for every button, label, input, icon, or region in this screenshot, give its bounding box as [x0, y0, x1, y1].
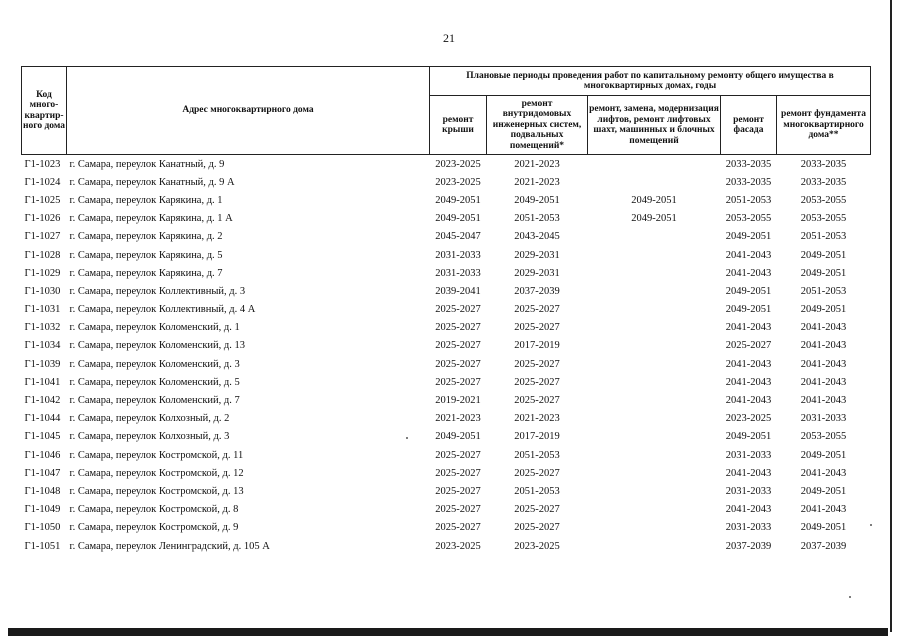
cell-code: Г1-1041: [24, 376, 61, 388]
cell-engineering: 2051-2053: [514, 449, 560, 461]
cell-foundation: 2051-2053: [800, 231, 847, 243]
table-row: [22, 410, 871, 428]
cell-lifts: [588, 391, 721, 409]
cell-facade: 2023-2025: [725, 413, 772, 425]
cell-roof: 2031-2033: [435, 267, 481, 279]
cell-address: г. Самара, переулок Коломенский, д. 1: [69, 322, 240, 334]
cell-facade: 2033-2035: [725, 176, 772, 188]
cell-address: г. Самара, переулок Коломенский, д. 13: [69, 340, 246, 352]
table-row: [22, 191, 871, 209]
cell-foundation: 2041-2043: [800, 395, 847, 407]
cell-code: Г1-1045: [24, 431, 61, 443]
cell-foundation: 2049-2051: [800, 267, 847, 279]
cell-address: г. Самара, переулок Карякина, д. 7: [69, 267, 223, 279]
cell-address: г. Самара, переулок Карякина, д. 5: [69, 249, 223, 261]
cell-engineering: 2021-2023: [514, 158, 560, 170]
cell-roof: 2025-2027: [435, 467, 481, 479]
cell-code: Г1-1027: [24, 231, 61, 243]
cell-foundation: 2041-2043: [800, 358, 847, 370]
cell-address: г. Самара, переулок Костромской, д. 13: [69, 485, 244, 497]
cell-lifts: [588, 482, 721, 500]
capital-repair-schedule-table: [21, 66, 871, 555]
scan-speck: [849, 596, 851, 598]
header-lift-repair: ремонт, замена, модернизация лифтов, ремонт лифтовых шахт, машинных и блочных помещений: [588, 96, 721, 155]
page-right-edge: [890, 0, 892, 632]
cell-lifts: [588, 228, 721, 246]
cell-engineering: 2043-2045: [514, 231, 560, 243]
cell-address: г. Самара, переулок Коломенский, д. 7: [69, 395, 240, 407]
cell-lifts: [588, 519, 721, 537]
cell-engineering: 2029-2031: [514, 267, 560, 279]
cell-roof: 2025-2027: [435, 485, 481, 497]
cell-engineering: 2025-2027: [514, 522, 560, 534]
cell-engineering: 2037-2039: [514, 285, 560, 297]
cell-facade: 2049-2051: [725, 285, 772, 297]
table-row: [22, 355, 871, 373]
table-row: [22, 428, 871, 446]
cell-address: г. Самара, переулок Коллективный, д. 3: [69, 285, 246, 297]
cell-facade: 2041-2043: [725, 376, 772, 388]
cell-foundation: 2033-2035: [800, 158, 847, 170]
cell-address: г. Самара, переулок Канатный, д. 9: [69, 158, 225, 170]
scan-bottom-edge: [8, 628, 888, 636]
table-row: [22, 173, 871, 191]
cell-code: Г1-1029: [24, 267, 61, 279]
cell-address: г. Самара, переулок Карякина, д. 1: [69, 194, 223, 206]
cell-lifts: [588, 337, 721, 355]
table-row: [22, 264, 871, 282]
cell-code: Г1-1039: [24, 358, 61, 370]
cell-lifts: [588, 246, 721, 264]
table-row: [22, 246, 871, 264]
cell-code: Г1-1030: [24, 285, 61, 297]
table-row: [22, 228, 871, 246]
cell-facade: 2031-2033: [725, 449, 772, 461]
cell-roof: 2025-2027: [435, 340, 481, 352]
cell-facade: 2031-2033: [725, 522, 772, 534]
cell-engineering: 2021-2023: [514, 176, 560, 188]
cell-foundation: 2031-2033: [800, 413, 847, 425]
cell-engineering: 2025-2027: [514, 376, 560, 388]
cell-lifts: [588, 537, 721, 555]
table-row: [22, 337, 871, 355]
cell-foundation: 2041-2043: [800, 504, 847, 516]
cell-address: г. Самара, переулок Карякина, д. 2: [69, 231, 223, 243]
cell-roof: 2023-2025: [435, 158, 481, 170]
cell-roof: 2023-2025: [435, 540, 481, 552]
cell-facade: 2051-2053: [725, 194, 772, 206]
cell-address: г. Самара, переулок Костромской, д. 12: [69, 467, 244, 479]
table-row: [22, 301, 871, 319]
cell-code: Г1-1046: [24, 449, 61, 461]
table-row: [22, 373, 871, 391]
cell-engineering: 2025-2027: [514, 358, 560, 370]
cell-facade: 2041-2043: [725, 504, 772, 516]
cell-lifts: [588, 373, 721, 391]
cell-roof: 2025-2027: [435, 504, 481, 516]
cell-address: г. Самара, переулок Костромской, д. 11: [69, 449, 244, 461]
cell-foundation: 2041-2043: [800, 467, 847, 479]
cell-roof: 2025-2027: [435, 304, 481, 316]
cell-foundation: 2037-2039: [800, 540, 847, 552]
cell-facade: 2049-2051: [725, 431, 772, 443]
table-row: [22, 501, 871, 519]
cell-roof: 2049-2051: [435, 213, 481, 225]
cell-engineering: 2025-2027: [514, 504, 560, 516]
cell-address: г. Самара, переулок Карякина, д. 1 А: [69, 213, 233, 225]
cell-roof: 2025-2027: [435, 358, 481, 370]
cell-lifts: [588, 501, 721, 519]
cell-foundation: 2049-2051: [800, 249, 847, 261]
table-row: [22, 537, 871, 555]
cell-lifts: [588, 464, 721, 482]
cell-address: г. Самара, переулок Колхозный, д. 2: [69, 413, 230, 425]
cell-lifts: [588, 173, 721, 191]
header-code: Код много-квартир-ного дома: [22, 67, 67, 155]
table-row: [22, 482, 871, 500]
cell-code: Г1-1044: [24, 413, 61, 425]
cell-roof: 2021-2023: [435, 413, 481, 425]
cell-roof: 2031-2033: [435, 249, 481, 261]
cell-roof: 2049-2051: [435, 194, 481, 206]
table-row: [22, 391, 871, 409]
cell-engineering: 2049-2051: [514, 194, 560, 206]
header-roof-repair: ремонт крыши: [430, 96, 487, 155]
cell-lifts: 2049-2051: [631, 213, 677, 225]
cell-address: г. Самара, переулок Коломенский, д. 5: [69, 376, 240, 388]
cell-engineering: 2025-2027: [514, 467, 560, 479]
cell-foundation: 2053-2055: [800, 213, 847, 225]
cell-facade: 2037-2039: [725, 540, 772, 552]
cell-facade: 2041-2043: [725, 395, 772, 407]
cell-code: Г1-1049: [24, 504, 61, 516]
header-foundation-repair: ремонт фундамента многоквартирного дома**: [777, 96, 871, 155]
cell-roof: 2025-2027: [435, 522, 481, 534]
cell-lifts: [588, 282, 721, 300]
table-row: [22, 210, 871, 228]
cell-roof: 2023-2025: [435, 176, 481, 188]
cell-foundation: 2049-2051: [800, 522, 847, 534]
header-engineering-repair: ремонт внутридомовых инженерных систем, подвальных помещений*: [487, 96, 588, 155]
cell-lifts: [588, 446, 721, 464]
cell-engineering: 2021-2023: [514, 413, 560, 425]
cell-code: Г1-1025: [24, 194, 61, 206]
cell-foundation: 2049-2051: [800, 304, 847, 316]
cell-lifts: [588, 264, 721, 282]
cell-engineering: 2023-2025: [514, 540, 560, 552]
cell-facade: 2041-2043: [725, 467, 772, 479]
cell-engineering: 2017-2019: [514, 340, 560, 352]
table-row: [22, 282, 871, 300]
header-address: Адрес многоквартирного дома: [67, 67, 430, 155]
table-row: [22, 446, 871, 464]
cell-code: Г1-1034: [24, 340, 61, 352]
cell-address: г. Самара, переулок Колхозный, д. 3: [69, 431, 230, 443]
cell-engineering: 2051-2053: [514, 485, 560, 497]
cell-facade: 2041-2043: [725, 358, 772, 370]
cell-address: г. Самара, переулок Ленинградский, д. 105 А: [69, 540, 270, 552]
cell-roof: 2045-2047: [435, 231, 481, 243]
cell-facade: 2049-2051: [725, 231, 772, 243]
cell-code: Г1-1051: [24, 540, 61, 552]
cell-foundation: 2041-2043: [800, 322, 847, 334]
cell-code: Г1-1042: [24, 395, 61, 407]
table-header: [22, 67, 871, 155]
cell-code: Г1-1048: [24, 485, 61, 497]
cell-address: г. Самара, переулок Канатный, д. 9 А: [69, 176, 235, 188]
cell-code: Г1-1032: [24, 322, 61, 334]
cell-code: Г1-1023: [24, 158, 61, 170]
cell-facade: 2025-2027: [725, 340, 772, 352]
cell-engineering: 2029-2031: [514, 249, 560, 261]
table-row: [22, 464, 871, 482]
cell-lifts: [588, 155, 721, 174]
header-work-periods: Плановые периоды проведения работ по капитальному ремонту общего имущества в многоквартирных домах, годы: [430, 67, 871, 96]
cell-code: Г1-1024: [24, 176, 61, 188]
cell-code: Г1-1050: [24, 522, 61, 534]
cell-facade: 2041-2043: [725, 249, 772, 261]
cell-facade: 2049-2051: [725, 304, 772, 316]
cell-facade: 2041-2043: [725, 322, 772, 334]
cell-address: г. Самара, переулок Коломенский, д. 3: [69, 358, 240, 370]
cell-roof: 2049-2051: [435, 431, 481, 443]
cell-code: Г1-1031: [24, 304, 61, 316]
cell-lifts: [588, 428, 721, 446]
page-number: 21: [443, 31, 455, 45]
table-body: [22, 155, 871, 556]
scan-speck: [406, 437, 408, 439]
cell-lifts: [588, 319, 721, 337]
cell-engineering: 2025-2027: [514, 304, 560, 316]
cell-foundation: 2053-2055: [800, 431, 847, 443]
cell-foundation: 2041-2043: [800, 376, 847, 388]
cell-code: Г1-1026: [24, 213, 61, 225]
cell-roof: 2039-2041: [435, 285, 481, 297]
cell-foundation: 2033-2035: [800, 176, 847, 188]
cell-facade: 2033-2035: [725, 158, 772, 170]
cell-engineering: 2051-2053: [514, 213, 560, 225]
cell-facade: 2053-2055: [725, 213, 772, 225]
cell-roof: 2019-2021: [435, 395, 481, 407]
cell-engineering: 2017-2019: [514, 431, 560, 443]
cell-foundation: 2041-2043: [800, 340, 847, 352]
cell-address: г. Самара, переулок Костромской, д. 8: [69, 504, 239, 516]
cell-address: г. Самара, переулок Коллективный, д. 4 А: [69, 304, 256, 316]
cell-engineering: 2025-2027: [514, 322, 560, 334]
cell-foundation: 2049-2051: [800, 485, 847, 497]
header-facade-repair: ремонт фасада: [721, 96, 777, 155]
cell-code: Г1-1047: [24, 467, 61, 479]
cell-roof: 2025-2027: [435, 322, 481, 334]
cell-foundation: 2049-2051: [800, 449, 847, 461]
cell-lifts: [588, 355, 721, 373]
scan-speck: [870, 524, 872, 526]
cell-lifts: 2049-2051: [631, 194, 677, 206]
cell-lifts: [588, 301, 721, 319]
cell-foundation: 2051-2053: [800, 285, 847, 297]
cell-roof: 2025-2027: [435, 376, 481, 388]
cell-engineering: 2025-2027: [514, 395, 560, 407]
cell-roof: 2025-2027: [435, 449, 481, 461]
table-row: [22, 155, 871, 174]
cell-code: Г1-1028: [24, 249, 61, 261]
table-row: [22, 519, 871, 537]
table-row: [22, 319, 871, 337]
cell-foundation: 2053-2055: [800, 194, 847, 206]
cell-address: г. Самара, переулок Костромской, д. 9: [69, 522, 239, 534]
cell-lifts: [588, 410, 721, 428]
cell-facade: 2041-2043: [725, 267, 772, 279]
cell-facade: 2031-2033: [725, 485, 772, 497]
